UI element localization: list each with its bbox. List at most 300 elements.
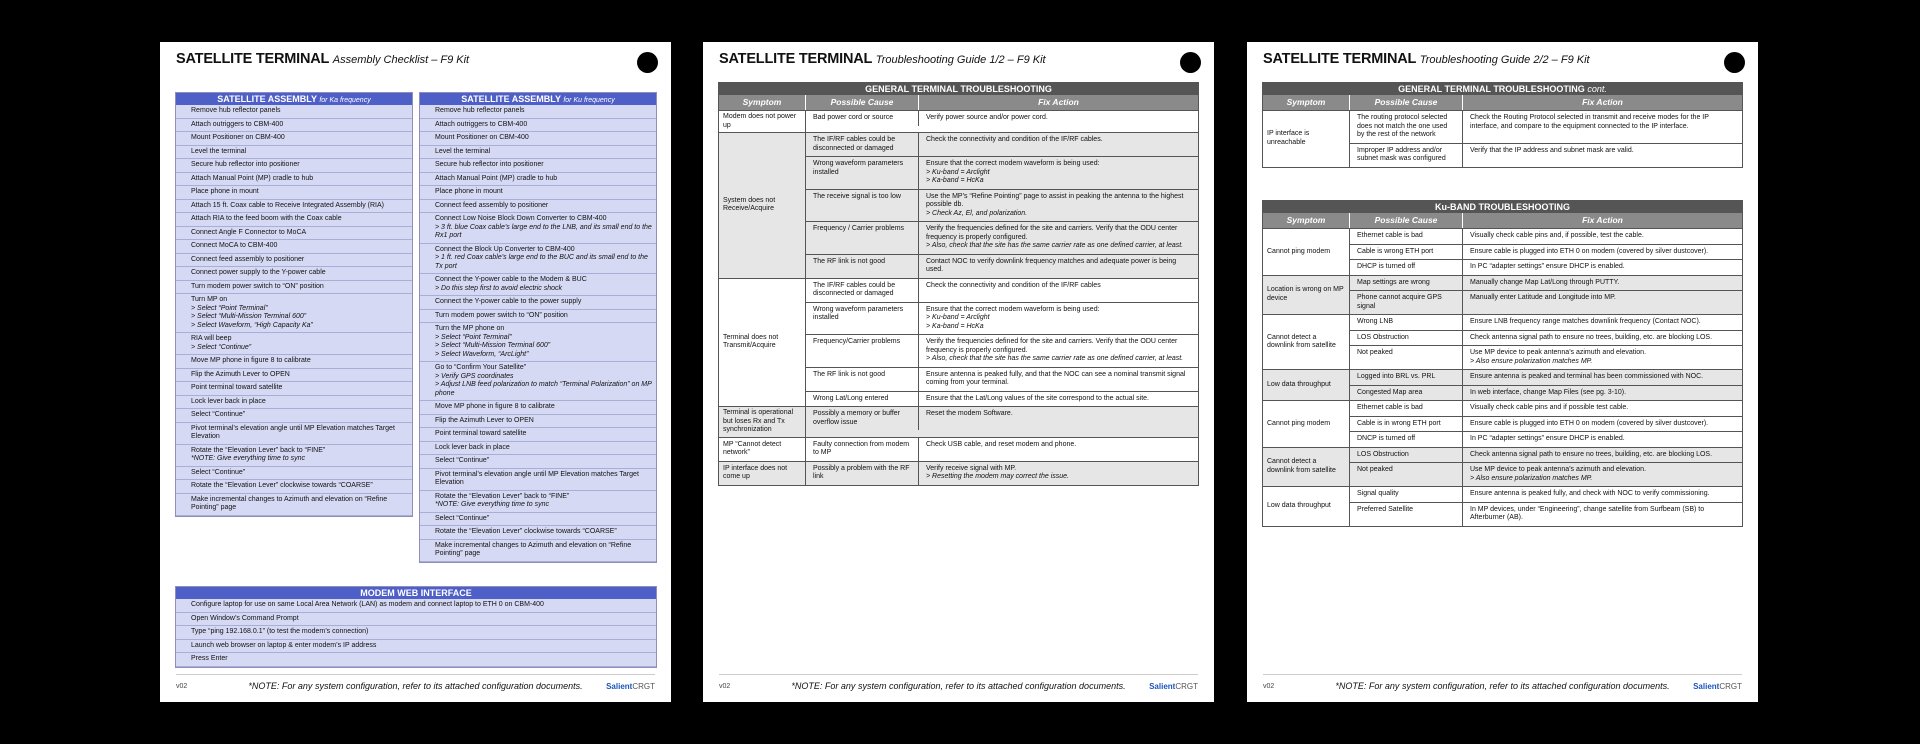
checklist-item-subtext: > Verify GPS coordinates [435, 372, 514, 380]
fix-action-text: In PC “adapter settings” ensure DHCP is enabled. [1470, 435, 1625, 442]
checklist-item [176, 423, 412, 445]
checklist-item-text: Point terminal toward satellite [191, 384, 283, 391]
checklist-item-text: Attach outriggers to CBM-400 [191, 120, 284, 128]
checklist-item-subtext: > Select “Point Terminal” [191, 304, 268, 312]
table-row [1350, 502, 1742, 526]
fix-action-cell [1463, 370, 1742, 385]
ku-checklist-heading: SATELLITE ASSEMBLY for Ku frequency [420, 93, 656, 105]
page-title: SATELLITE TERMINAL Troubleshooting Guide 2/2 – F9 Kit [1263, 51, 1590, 67]
checklist-item [176, 445, 412, 467]
table-header-row: Symptom Possible Cause Fix Action [719, 95, 1198, 110]
page-marker-dot [1724, 52, 1745, 73]
checklist-item [176, 186, 412, 200]
checklist-item-text: Go to “Confirm Your Satellite” [435, 364, 527, 371]
table-header-row: Symptom Possible Cause Fix Action [1263, 95, 1742, 110]
symptom-group [1263, 228, 1742, 275]
checklist-item-text: Level the terminal [191, 147, 247, 155]
fix-action-cell [1463, 448, 1742, 463]
checklist-item-text: Remove hub reflector panels [191, 107, 281, 114]
fix-action-subtext: > Ka-band = HcKa [926, 177, 984, 184]
checklist-item-text: Rotate the “Elevation Lever” back to “FINE” [435, 492, 570, 500]
checklist-item [420, 119, 656, 133]
checklist-item [176, 267, 412, 281]
table-row [1350, 370, 1742, 385]
checklist-item-text: Rotate the “Elevation Lever” back to “FINE” [191, 446, 326, 454]
symptom-group [719, 461, 1198, 485]
table-row [1350, 416, 1742, 432]
fix-action-cell [919, 157, 1198, 189]
table-heading: GENERAL TERMINAL TROUBLESHOOTING [719, 83, 1198, 95]
checklist-item [176, 480, 412, 494]
possible-cause-cell: DNCP is turned off [1350, 432, 1463, 447]
checklist-item-text: Remove hub reflector panels [435, 107, 525, 114]
checklist-item [420, 415, 656, 429]
symptom-cell: Cannot detect a downlink from satellite [1263, 315, 1350, 369]
checklist-item [176, 653, 656, 667]
symptom-group [719, 437, 1198, 461]
checklist-item-text: Connect Angle F Connector to MoCA [191, 228, 307, 236]
checklist-item-subtext: *NOTE: Give everything time to sync [191, 455, 305, 462]
possible-cause-cell: The routing protocol selected does not match the one used by the rest of the network [1350, 111, 1463, 143]
possible-cause-cell: Cable is in wrong ETH port [1350, 417, 1463, 432]
fix-action-subtext: > Also ensure polarization matches MP. [1470, 474, 1593, 482]
general-troubleshooting-table [718, 82, 1199, 486]
checklist-item [176, 213, 412, 227]
checklist-item-text: Connect power supply to the Y-power cable [191, 269, 326, 276]
checklist-item [176, 494, 412, 516]
checklist-item [176, 599, 656, 613]
checklist-item [176, 626, 656, 640]
table-row [1350, 315, 1742, 330]
checklist-item [420, 274, 656, 296]
checklist-item [176, 281, 412, 295]
cause-fix-rows [1350, 448, 1742, 487]
checklist-item [176, 409, 412, 423]
checklist-item [176, 613, 656, 627]
fix-action-cell [1463, 346, 1742, 369]
checklist-item [420, 401, 656, 415]
fix-action-subtext: > Ka-band = HcKa [926, 322, 984, 330]
possible-cause-cell: Bad power cord or source [806, 111, 919, 126]
symptom-group [1263, 314, 1742, 369]
cause-fix-rows [1350, 276, 1742, 315]
symptom-cell: Cannot ping modem [1263, 401, 1350, 447]
checklist-item-text: Select “Continue” [191, 468, 246, 476]
fix-action-cell [919, 368, 1198, 391]
symptom-cell: Terminal is operational but loses Rx and Tx synchronization [719, 407, 806, 437]
possible-cause-cell: Map settings are wrong [1350, 276, 1463, 291]
page-footer [719, 674, 1198, 694]
fix-action-cell [919, 392, 1198, 407]
checklist-item-text: Pivot terminal’s elevation angle until MP Elevation matches Target Elevation [435, 470, 639, 486]
symptom-group [719, 132, 1198, 278]
table-row [806, 133, 1198, 156]
checklist-item-text: Pivot terminal’s elevation angle until MP Elevation matches Target Elevation [191, 424, 395, 440]
fix-action-text: Visually check cable pins and, if possible, test the cable. [1470, 232, 1644, 239]
table-row [1350, 431, 1742, 447]
symptom-cell: MP “Cannot detect network” [719, 438, 806, 461]
symptom-cell: Modem does not power up [719, 111, 806, 132]
fix-action-text: Check USB cable, and reset modem and phone. [926, 440, 1077, 448]
ku-band-troubleshooting-table [1262, 200, 1743, 527]
fix-action-text: Ensure that the correct modem waveform is being used: [926, 160, 1100, 167]
page-footer [176, 674, 655, 694]
possible-cause-cell: LOS Obstruction [1350, 448, 1463, 463]
symptom-cell: Location is wrong on MP device [1263, 276, 1350, 315]
checklist-item [176, 159, 412, 173]
fix-action-cell [919, 133, 1198, 156]
checklist-item [420, 296, 656, 310]
cause-fix-rows [806, 279, 1198, 407]
checklist-item-text: Turn MP on [191, 296, 228, 303]
footer-note: *NOTE: For any system configuration, refer to its attached configuration documents. [791, 681, 1126, 691]
checklist-item [176, 333, 412, 355]
fix-action-cell [1463, 245, 1742, 260]
checklist-item-text: Flip the Azimuth Lever to OPEN [191, 370, 290, 378]
cause-fix-rows [806, 462, 1198, 485]
page-marker-dot [1180, 52, 1201, 73]
version-label: v02 [176, 683, 188, 690]
checklist-item [420, 146, 656, 160]
fix-action-text: In web interface, change Map Files (see pg. 3-10). [1470, 388, 1627, 396]
table-row [806, 279, 1198, 302]
checklist-item [420, 428, 656, 442]
checklist-item-text: Select “Continue” [191, 411, 246, 418]
checklist-item-text: Connect MoCA to CBM-400 [191, 242, 278, 249]
possible-cause-cell: Not peaked [1350, 346, 1463, 369]
fix-action-text: Ensure LNB frequency range matches downlink frequency (Contact NOC). [1470, 318, 1701, 325]
assembly-checklist-page [160, 42, 671, 702]
possible-cause-cell: The RF link is not good [806, 368, 919, 391]
cause-fix-rows [1350, 229, 1742, 275]
table-row [1350, 111, 1742, 143]
checklist-item-text: Connect feed assembly to positioner [435, 201, 549, 209]
possible-cause-cell: DHCP is turned off [1350, 260, 1463, 275]
fix-action-text: In PC “adapter settings” ensure DHCP is enabled. [1470, 263, 1625, 270]
checklist-item-text: Launch web browser on laptop & enter modem’s IP address [191, 641, 377, 649]
fix-action-subtext: > Also ensure polarization matches MP. [1470, 357, 1593, 365]
table-row [806, 111, 1198, 126]
checklist-item-subtext: > Select Waveform, “High Capacity Ka” [191, 321, 313, 329]
ka-assembly-checklist [175, 92, 413, 517]
checklist-item-text: Connect feed assembly to positioner [191, 255, 305, 263]
fix-action-cell [1463, 487, 1742, 502]
possible-cause-cell: Wrong waveform parameters installed [806, 157, 919, 189]
fix-action-cell [1463, 291, 1742, 314]
table-row [806, 407, 1198, 430]
fix-action-cell [919, 407, 1198, 430]
possible-cause-cell: Phone cannot acquire GPS signal [1350, 291, 1463, 314]
checklist-item [420, 469, 656, 491]
checklist-item-text: Attach Manual Point (MP) cradle to hub [435, 174, 558, 182]
fix-action-text: Verify the frequencies defined for the site and carriers. Verify that the ODU center frequency is properly configured. [926, 338, 1178, 354]
checklist-item [176, 146, 412, 160]
symptom-group [1263, 447, 1742, 487]
checklist-item-text: Turn modem power switch to “ON” position [435, 311, 568, 319]
table-row [1350, 462, 1742, 486]
fix-action-subtext: > Also, check that the site has the same carrier rate as one defined carrier, at least. [926, 355, 1184, 362]
fix-action-cell [1463, 386, 1742, 401]
symptom-cell: System does not Receive/Acquire [719, 133, 806, 278]
fix-action-text: Ensure cable is plugged into ETH 0 on modem (covered by silver dustcover). [1470, 247, 1709, 255]
checklist-item-text: Connect the Block Up Converter to CBM-400 [435, 245, 575, 253]
footer-note: *NOTE: For any system configuration, refer to its attached configuration documents. [1335, 681, 1670, 691]
fix-action-cell [919, 438, 1198, 461]
symptom-cell: Terminal does not Transmit/Acquire [719, 279, 806, 407]
page-title: SATELLITE TERMINAL Troubleshooting Guide 1/2 – F9 Kit [719, 51, 1046, 67]
ku-assembly-checklist [419, 92, 657, 563]
possible-cause-cell: Signal quality [1350, 487, 1463, 502]
fix-action-cell [1463, 417, 1742, 432]
possible-cause-cell: The IF/RF cables could be disconnected or damaged [806, 279, 919, 302]
checklist-item-text: Secure hub reflector into positioner [435, 161, 544, 168]
possible-cause-cell: Possibly a memory or buffer overflow issue [806, 407, 919, 430]
symptom-cell: Low data throughput [1263, 370, 1350, 400]
checklist-item-text: Rotate the “Elevation Lever” clockwise towards “COARSE” [191, 482, 373, 489]
possible-cause-cell: Preferred Satellite [1350, 503, 1463, 526]
fix-action-text: Check antenna signal path to ensure no trees, building, etc. are blocking LOS. [1470, 450, 1713, 458]
possible-cause-cell: Logged into BRL vs. PRL [1350, 370, 1463, 385]
cause-fix-rows [806, 438, 1198, 461]
table-row [806, 438, 1198, 461]
fix-action-text: Use MP device to peak antenna’s azimuth and elevation. [1470, 466, 1647, 473]
checklist-item-text: Press Enter [191, 655, 228, 662]
version-label: v02 [1263, 683, 1275, 690]
fix-action-text: Ensure that the Lat/Long values of the site correspond to the actual site. [926, 394, 1149, 402]
fix-action-text: In MP devices, under “Engineering”, change satellite from Surfbeam (SB) to Afterburner (AB). [1470, 505, 1705, 521]
checklist-item [420, 132, 656, 146]
checklist-item [420, 362, 656, 401]
fix-action-text: Use MP device to peak antenna’s azimuth and elevation. [1470, 349, 1647, 356]
checklist-item-text: Select “Continue” [435, 514, 490, 522]
checklist-item [176, 200, 412, 214]
checklist-item [420, 455, 656, 469]
checklist-item [176, 227, 412, 241]
fix-action-cell [1463, 111, 1742, 143]
checklist-item [420, 323, 656, 362]
possible-cause-cell: Improper IP address and/or subnet mask was configured [1350, 144, 1463, 167]
checklist-item-text: Secure hub reflector into positioner [191, 161, 300, 168]
checklist-item [420, 310, 656, 324]
checklist-item-text: Make incremental changes to Azimuth and elevation on “Refine Pointing” page [191, 495, 388, 511]
table-row [1350, 385, 1742, 401]
table-row [1350, 143, 1742, 167]
fix-action-text: Verify that the IP address and subnet mask are valid. [1470, 146, 1634, 154]
checklist-item-subtext: > 3 ft. blue Coax cable’s large end to the LNB, and its small end to the Rx1 port [435, 223, 652, 239]
checklist-item-text: Select “Continue” [435, 457, 490, 464]
fix-action-cell [1463, 463, 1742, 486]
general-troubleshooting-cont-table [1262, 82, 1743, 168]
checklist-item [420, 159, 656, 173]
checklist-item-text: Configure laptop for use on same Local Area Network (LAN) as modem and connect laptop to ETH 0 on CBM-400 [191, 601, 544, 608]
table-row [806, 254, 1198, 278]
checklist-item-subtext: > Select “Multi-Mission Terminal 600” [435, 342, 551, 349]
checklist-item-text: Connect Low Noise Block Down Converter to CBM-400 [435, 215, 607, 222]
checklist-item-text: Turn the MP phone on [435, 325, 505, 332]
fix-action-cell [1463, 432, 1742, 447]
possible-cause-cell: Ethernet cable is bad [1350, 229, 1463, 244]
version-label: v02 [719, 683, 731, 690]
checklist-item [176, 640, 656, 654]
table-row [1350, 330, 1742, 346]
checklist-item [176, 396, 412, 410]
possible-cause-cell: The IF/RF cables could be disconnected or damaged [806, 133, 919, 156]
possible-cause-cell: Wrong waveform parameters installed [806, 303, 919, 335]
checklist-item-subtext: > Select “Multi-Mission Terminal 600” [191, 313, 307, 320]
table-row [1350, 290, 1742, 314]
fix-action-text: Check the Routing Protocol selected in transmit and receive modes for the IP interface, and compare to the equipment connected to the IP interface. [1470, 114, 1709, 130]
table-row [1350, 401, 1742, 416]
symptom-group [1263, 400, 1742, 447]
fix-action-text: Check the connectivity and condition of the IF/RF cables [926, 281, 1101, 289]
troubleshooting-guide-page-1 [703, 42, 1214, 702]
fix-action-text: Ensure cable is plugged into ETH 0 on modem (covered by silver dustcover). [1470, 419, 1709, 427]
fix-action-text: Ensure that the correct modem waveform is being used: [926, 305, 1100, 313]
checklist-item-text: Lock lever back in place [191, 397, 266, 405]
fix-action-cell [919, 279, 1198, 302]
checklist-item-text: Type “ping 192.168.0.1” (to test the modem’s connection) [191, 628, 369, 635]
checklist-item-text: Point terminal toward satellite [435, 430, 527, 437]
checklist-item [176, 119, 412, 133]
possible-cause-cell: The RF link is not good [806, 255, 919, 278]
checklist-item [420, 244, 656, 275]
checklist-item [420, 513, 656, 527]
fix-action-cell [919, 190, 1198, 222]
possible-cause-cell: Frequency/Carrier problems [806, 335, 919, 367]
fix-action-text: Manually change Map Lat/Long through PUTTY. [1470, 278, 1620, 286]
fix-action-cell [1463, 315, 1742, 330]
table-row [806, 391, 1198, 407]
table-row [1350, 345, 1742, 369]
checklist-item-text: Turn modem power switch to “ON” position [191, 282, 324, 290]
fix-action-cell [1463, 276, 1742, 291]
checklist-item-text: Make incremental changes to Azimuth and elevation on “Refine Pointing” page [435, 541, 632, 557]
fix-action-text: Check the connectivity and condition of the IF/RF cables. [926, 136, 1103, 143]
symptom-cell: Cannot ping modem [1263, 229, 1350, 275]
symptom-group [719, 406, 1198, 437]
fix-action-cell [1463, 144, 1742, 167]
fix-action-cell [1463, 503, 1742, 526]
footer-note: *NOTE: For any system configuration, refer to its attached configuration documents. [248, 681, 583, 691]
checklist-item-text: Open Window’s Command Prompt [191, 614, 299, 622]
fix-action-text: Check antenna signal path to ensure no trees, building, etc. are blocking LOS. [1470, 333, 1713, 341]
possible-cause-cell: Ethernet cable is bad [1350, 401, 1463, 416]
checklist-item [420, 173, 656, 187]
fix-action-text: Verify power source and/or power cord. [926, 114, 1048, 121]
checklist-item [176, 382, 412, 396]
fix-action-text: Ensure antenna is peaked and terminal has been commissioned with NOC. [1470, 373, 1704, 380]
checklist-item-text: Lock lever back in place [435, 443, 510, 451]
fix-action-cell [1463, 401, 1742, 416]
possible-cause-cell: Faulty connection from modem to MP [806, 438, 919, 461]
page-footer [1263, 674, 1742, 694]
table-row [806, 334, 1198, 367]
table-row [1350, 276, 1742, 291]
checklist-item-text: Connect the Y-power cable to the power supply [435, 298, 582, 305]
fix-action-text: Use the MP’s “Refine Pointing” page to assist in peaking the antenna to the highest possible db. [926, 192, 1184, 208]
checklist-item [420, 200, 656, 214]
checklist-item [420, 213, 656, 244]
company-logo: SalientCRGT [606, 682, 655, 691]
cause-fix-rows [1350, 315, 1742, 369]
modem-web-interface-checklist [175, 586, 657, 668]
company-logo: SalientCRGT [1693, 682, 1742, 691]
fix-action-text: Manually enter Latitude and Longitude into MP. [1470, 294, 1616, 301]
table-row [806, 302, 1198, 335]
fix-action-subtext: > Ku-band = Arclight [926, 314, 990, 321]
cause-fix-rows [1350, 487, 1742, 526]
table-row [1350, 244, 1742, 260]
symptom-group [1263, 486, 1742, 526]
possible-cause-cell: LOS Obstruction [1350, 331, 1463, 346]
table-row [806, 462, 1198, 485]
symptom-cell: IP interface does not come up [719, 462, 806, 485]
table-row [806, 221, 1198, 254]
checklist-item [420, 442, 656, 456]
checklist-item-subtext: > Select “Point Terminal” [435, 333, 512, 341]
fix-action-cell [919, 255, 1198, 278]
possible-cause-cell: Wrong LNB [1350, 315, 1463, 330]
symptom-group [719, 278, 1198, 407]
table-heading: Ku-BAND TROUBLESHOOTING [1263, 201, 1742, 213]
checklist-item [176, 467, 412, 481]
table-header-row: Symptom Possible Cause Fix Action [1263, 213, 1742, 228]
cause-fix-rows [1350, 370, 1742, 400]
fix-action-subtext: > Ku-band = Arclight [926, 168, 990, 176]
checklist-item [420, 526, 656, 540]
fix-action-cell [919, 335, 1198, 367]
checklist-item-text: RIA will beep [191, 335, 232, 342]
table-row [806, 367, 1198, 391]
checklist-item [176, 173, 412, 187]
fix-action-cell [919, 462, 1198, 485]
fix-action-text: Ensure antenna is peaked fully, and that the NOC can see a nominal transmit signal coming from your terminal. [926, 370, 1186, 386]
table-row [1350, 448, 1742, 463]
checklist-item [420, 186, 656, 200]
checklist-item [176, 132, 412, 146]
web-interface-heading: MODEM WEB INTERFACE [176, 587, 656, 599]
table-row [1350, 229, 1742, 244]
checklist-item-subtext: > Do this step first to avoid electric shock [435, 284, 563, 292]
fix-action-text: Reset the modem Software. [926, 410, 1013, 417]
fix-action-cell [1463, 229, 1742, 244]
cause-fix-rows [806, 133, 1198, 278]
fix-action-subtext: > Check Az, El, and polarization. [926, 209, 1028, 217]
possible-cause-cell: Congested Map area [1350, 386, 1463, 401]
cause-fix-rows [806, 111, 1198, 132]
possible-cause-cell: Not peaked [1350, 463, 1463, 486]
possible-cause-cell: Possibly a problem with the RF link [806, 462, 919, 485]
table-row [1350, 487, 1742, 502]
table-heading: GENERAL TERMINAL TROUBLESHOOTING cont. [1263, 83, 1742, 95]
fix-action-text: Contact NOC to verify downlink frequency matches and adequate power is being used. [926, 257, 1177, 273]
checklist-item-text: Attach Manual Point (MP) cradle to hub [191, 174, 314, 182]
cause-fix-rows [1350, 111, 1742, 167]
checklist-item [420, 540, 656, 562]
checklist-item-text: Mount Positioner on CBM-400 [435, 134, 529, 141]
cause-fix-rows [1350, 401, 1742, 447]
checklist-item-text: Mount Positioner on CBM-400 [191, 134, 285, 141]
symptom-cell: IP interface is unreachable [1263, 111, 1350, 167]
checklist-item [176, 240, 412, 254]
checklist-item [176, 355, 412, 369]
checklist-item [176, 294, 412, 333]
checklist-item [176, 254, 412, 268]
checklist-item-text: Move MP phone in figure 8 to calibrate [191, 357, 311, 364]
possible-cause-cell: The receive signal is too low [806, 190, 919, 222]
fix-action-subtext: > Also, check that the site has the same carrier rate as one defined carrier, at least. [926, 242, 1184, 249]
checklist-item-text: Connect the Y-power cable to the Modem & BUC [435, 276, 587, 283]
